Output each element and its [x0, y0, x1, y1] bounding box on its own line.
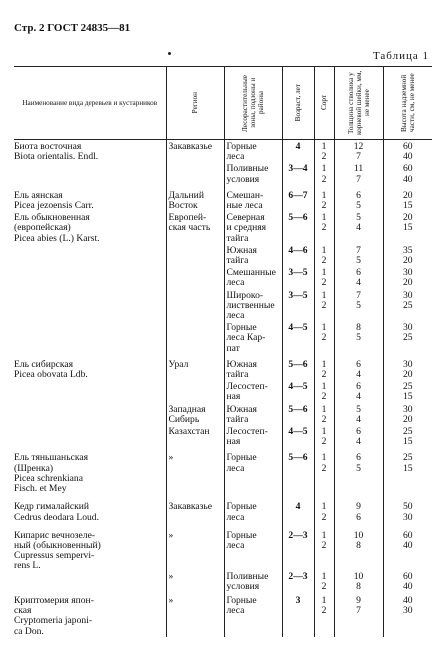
region-cell — [166, 244, 224, 266]
region-cell: Закавказье — [166, 494, 224, 522]
table-header-row — [14, 67, 432, 140]
age-cell: 5—6 — [282, 354, 314, 380]
species-cell — [14, 244, 166, 266]
table-row — [14, 572, 432, 592]
zone-cell: Горные леса — [224, 494, 282, 522]
table-row — [14, 162, 432, 184]
grade-cell: 1 2 — [314, 185, 334, 211]
grade-cell: 1 2 — [314, 572, 334, 592]
region-cell — [166, 289, 224, 322]
age-cell: 4—5 — [282, 425, 314, 447]
zone-cell: Горные леса — [224, 140, 282, 163]
zone-cell: Северная и средняя тайга — [224, 211, 282, 244]
region-cell — [166, 380, 224, 402]
table-row — [14, 380, 432, 402]
table-row — [14, 289, 432, 322]
species-cell — [14, 289, 166, 322]
region-cell: Казахстан — [166, 425, 224, 447]
height-cell: 30 25 — [383, 289, 432, 322]
species-cell: Ель тяньшаньская (Шренка) Picea schrenkiana Fisch. et Mey — [14, 452, 89, 495]
age-cell: 3—5 — [282, 266, 314, 288]
height-cell: 25 15 — [383, 447, 432, 494]
thickness-cell: 9 6 — [334, 494, 383, 522]
region-cell — [166, 162, 224, 184]
height-cell: 40 30 — [383, 592, 432, 637]
grade-cell: 1 2 — [314, 211, 334, 244]
age-cell: 3 — [282, 592, 314, 637]
seedling-table — [14, 66, 432, 637]
table-row — [14, 185, 432, 211]
age-cell: 3—4 — [282, 162, 314, 184]
region-cell: Западная Сибирь — [166, 403, 224, 425]
species-cell: Кипарис вечнозеле- ный (обыкновенный) Cupressus sempervi- rens L. — [14, 529, 101, 572]
thickness-cell: 8 5 — [334, 321, 383, 354]
zone-cell: Лесостеп- ная — [224, 425, 282, 447]
species-cell: Ель обыкновенная (европейская) Picea abies (L.) Karst. — [14, 212, 100, 244]
height-cell: 30 20 — [383, 266, 432, 288]
age-cell: 4 — [282, 140, 314, 163]
page-header: Стр. 2 ГОСТ 24835—81 — [14, 22, 131, 34]
zone-cell: Южная тайга — [224, 244, 282, 266]
species-cell — [14, 162, 166, 184]
age-cell: 4—5 — [282, 321, 314, 354]
region-cell: Европей- ская часть — [166, 211, 224, 244]
table-row — [14, 244, 432, 266]
grade-cell: 1 2 — [314, 494, 334, 522]
age-cell: 4 — [282, 494, 314, 522]
region-cell: » — [166, 572, 224, 592]
zone-cell: Поливные условия — [224, 572, 282, 592]
table-row — [14, 523, 432, 572]
height-cell: 25 15 — [383, 380, 432, 402]
grade-cell: 1 2 — [314, 266, 334, 288]
grade-cell: 1 2 — [314, 289, 334, 322]
height-cell: 60 40 — [383, 162, 432, 184]
header-grade: Сорт — [314, 67, 334, 140]
region-cell: Закавказье — [166, 140, 224, 163]
region-cell: Дальний Восток — [166, 185, 224, 211]
zone-cell: Горные леса — [224, 523, 282, 572]
grade-cell: 1 2 — [314, 162, 334, 184]
thickness-cell: 6 4 — [334, 266, 383, 288]
height-cell: 30 20 — [383, 354, 432, 380]
age-cell: 5—6 — [282, 447, 314, 494]
region-cell — [166, 321, 224, 354]
region-cell: » — [166, 523, 224, 572]
decorative-dot — [168, 52, 171, 55]
thickness-cell: 7 5 — [334, 244, 383, 266]
thickness-cell: 6 4 — [334, 425, 383, 447]
region-cell: Урал — [166, 354, 224, 380]
table-row — [14, 266, 432, 288]
grade-cell: 1 2 — [314, 244, 334, 266]
table-row — [14, 321, 432, 354]
region-cell: » — [166, 592, 224, 637]
grade-cell: 1 2 — [314, 354, 334, 380]
species-cell — [14, 321, 166, 354]
zone-cell: Смешанные леса — [224, 266, 282, 288]
thickness-cell: 10 8 — [334, 523, 383, 572]
zone-cell: Южная тайга — [224, 354, 282, 380]
thickness-cell: 6 5 — [334, 185, 383, 211]
age-cell: 2—3 — [282, 523, 314, 572]
zone-cell: Поливные условия — [224, 162, 282, 184]
height-cell: 20 15 — [383, 185, 432, 211]
species-cell — [14, 403, 166, 425]
thickness-cell: 10 8 — [334, 572, 383, 592]
height-cell: 20 15 — [383, 211, 432, 244]
thickness-cell: 5 4 — [334, 211, 383, 244]
age-cell: 5—6 — [282, 403, 314, 425]
table-row — [14, 592, 432, 637]
species-cell — [14, 266, 166, 288]
thickness-cell: 7 5 — [334, 289, 383, 322]
species-cell: Ель сибирская Picea obovata Ldb. — [14, 358, 88, 381]
thickness-cell: 6 4 — [334, 380, 383, 402]
grade-cell: 1 2 — [314, 321, 334, 354]
zone-cell: Горные леса Кар- пат — [224, 321, 282, 354]
height-cell: 25 15 — [383, 425, 432, 447]
table-row — [14, 447, 432, 494]
height-cell: 60 40 — [383, 523, 432, 572]
thickness-cell: 6 5 — [334, 447, 383, 494]
thickness-cell: 12 7 — [334, 140, 383, 163]
header-zone: Лесорастительные зоны, подзоны и районы — [224, 67, 282, 140]
table-row — [14, 140, 432, 163]
species-cell: Криптомерия япон- ская Cryptomeria japoni- ca Don. — [14, 594, 94, 637]
table-row — [14, 354, 432, 380]
header-name: Наименование вида деревьев и кустарников — [14, 67, 166, 140]
zone-cell: Горные леса — [224, 592, 282, 637]
table-body — [14, 140, 432, 637]
table-row — [14, 425, 432, 447]
header-age: Возраст, лет — [282, 67, 314, 140]
age-cell: 4—6 — [282, 244, 314, 266]
zone-cell: Горные леса — [224, 447, 282, 494]
grade-cell: 1 2 — [314, 380, 334, 402]
region-cell — [166, 266, 224, 288]
table-label: Таблица 1 — [372, 50, 429, 62]
thickness-cell: 6 4 — [334, 354, 383, 380]
species-cell — [14, 572, 166, 592]
table-row — [14, 211, 432, 244]
species-cell — [14, 425, 166, 447]
thickness-cell: 5 4 — [334, 403, 383, 425]
age-cell: 5—6 — [282, 211, 314, 244]
thickness-cell: 9 7 — [334, 592, 383, 637]
header-height: Высота надземной части, см, не менее — [383, 67, 432, 140]
species-cell — [14, 380, 166, 402]
region-cell: » — [166, 447, 224, 494]
age-cell: 4—5 — [282, 380, 314, 402]
species-cell: Ель аянская Picea jezoensis Carr. — [14, 189, 94, 212]
grade-cell: 1 2 — [314, 447, 334, 494]
grade-cell: 1 2 — [314, 403, 334, 425]
table-row — [14, 494, 432, 522]
header-thickness: Толщина стволика у корневой шейки, мм, не менее — [334, 67, 383, 140]
age-cell: 6—7 — [282, 185, 314, 211]
grade-cell: 1 2 — [314, 140, 334, 163]
header-region: Регион — [166, 67, 224, 140]
zone-cell: Широко- лиственные леса — [224, 289, 282, 322]
height-cell: 60 40 — [383, 572, 432, 592]
zone-cell: Смешан- ные леса — [224, 185, 282, 211]
height-cell: 60 40 — [383, 140, 432, 163]
zone-cell: Южная тайга — [224, 403, 282, 425]
height-cell: 50 30 — [383, 494, 432, 522]
grade-cell: 1 2 — [314, 425, 334, 447]
height-cell: 35 20 — [383, 244, 432, 266]
height-cell: 30 25 — [383, 321, 432, 354]
grade-cell: 1 2 — [314, 592, 334, 637]
table-row — [14, 403, 432, 425]
zone-cell: Лесостеп- ная — [224, 380, 282, 402]
species-cell: Биота восточная Biota orientalis. Endl. — [14, 141, 99, 163]
species-cell: Кедр гималайский Cedrus deodara Loud. — [14, 501, 99, 523]
age-cell: 2—3 — [282, 572, 314, 592]
height-cell: 30 20 — [383, 403, 432, 425]
age-cell: 3—5 — [282, 289, 314, 322]
grade-cell: 1 2 — [314, 523, 334, 572]
thickness-cell: 11 7 — [334, 162, 383, 184]
